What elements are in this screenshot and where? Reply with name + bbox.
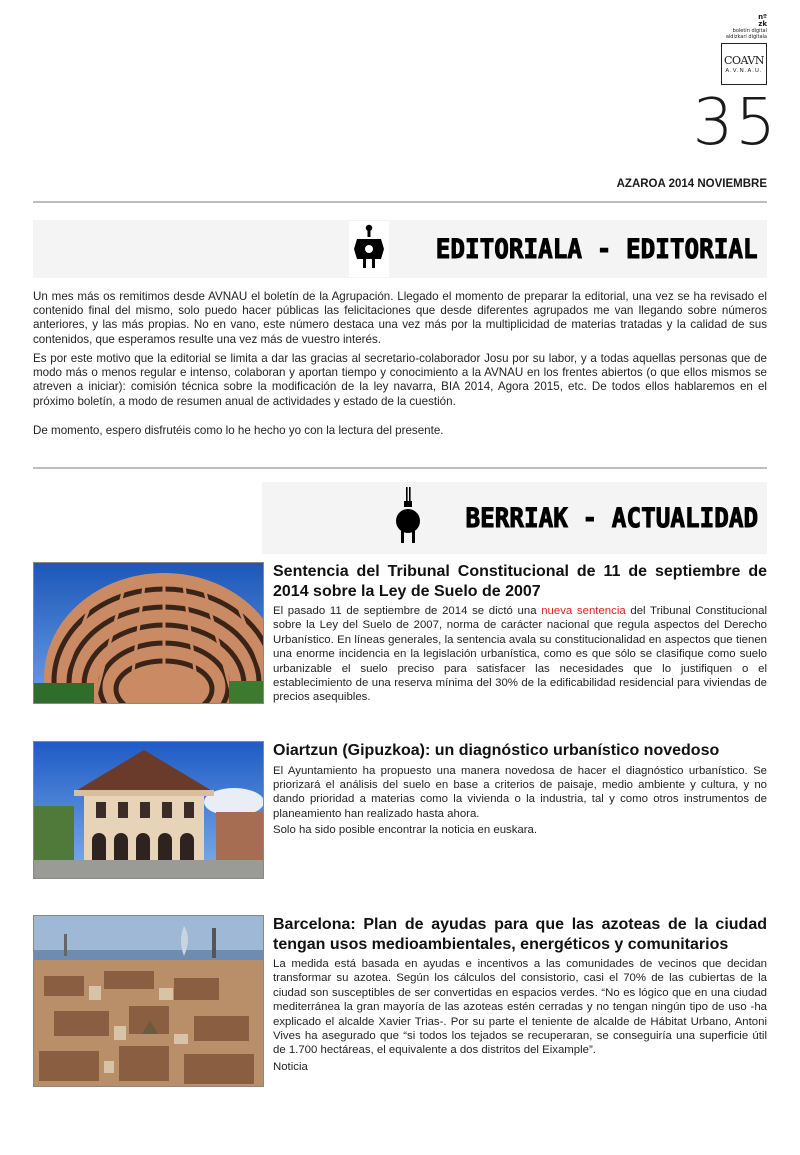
article-text (273, 604, 767, 705)
news-title: BERRIAK - ACTUALIDAD (465, 502, 758, 534)
article-title: Barcelona: Plan de ayudas para que las azoteas de la ciudad tengan usos medioambientales, energéticos y comunitarios (273, 916, 767, 953)
logo-line-2: aldizkari digitala (725, 34, 767, 40)
article-link[interactable]: nueva sentencia (541, 605, 626, 617)
logo-avnau-text: A.V.N.A.U. (725, 68, 763, 74)
issue-date: AZAROA 2014 NOVIEMBRE (616, 178, 767, 190)
logo-number-label: nº (758, 13, 767, 21)
editorial-banner (33, 220, 767, 278)
article-text-part: del Tribunal Constitucional sobre la Ley del Suelo de 2007, norma de carácter nacional que regula aspectos del Derecho Urbanístico. En líneas generales, la sentencia avala su constitucionalidad en aspectos que tienen una enorme incidencia en la legislación urbanística, como es que sólo se clasifique como suelo urbanizable el suelo preciso para satisfacer las necesidades que lo justifiquen o el establecimiento de una reserva mínima del 30% de la edificabilidad residencial para viviendas de precios asequibles. (273, 605, 768, 704)
logo-coavn-text: COAVN (724, 54, 764, 67)
divider (33, 201, 767, 203)
logo-line-1: boletín digital (732, 28, 767, 34)
article-text: La medida está basada en ayudas e incentivos a las comunidades de vecinos que decidan transformar su azotea. Según los cálculos del consistorio, casi el 70% de las cubiertas de la ciudad son susceptibles de ser convertidas en espacios verdes. “No es lógico que en una ciudad mediterránea la gran mayoría de las azoteas estén cerradas y no tengan ningún tipo de uso -ha explicado el alcalde Xavier Trias-. Por su parte el teniente de alcalde de Hábitat Urbano, Antoni Vives ha asegurado que “si todos los tejados se recuperaran, se conseguiría una superficie útil de 1.700 hectáreas, el equivalente a dos distritos del Eixample”. (273, 958, 767, 1057)
news-banner (262, 482, 767, 554)
plug-figure-icon (394, 485, 422, 551)
article-link[interactable]: Solo ha sido posible encontrar la noticia en euskara. (273, 824, 538, 837)
nut-figure-icon (349, 221, 389, 277)
editorial-paragraph-1: Un mes más os remitimos desde AVNAU el boletín de la Agrupación. Llegado el momento de preparar la editorial, una vez se ha revisado el contenido final del mismo, solo puedo hacer públicas las felicitaciones que desde diferentes agrupados me van llegando sobre números anteriores, y las más propias. No en vano, este número destaca una vez más por la multiplicidad de materias tratadas y la calidad de sus contenidos, que esperamos resulte una vez más de vuestro interés. (33, 290, 767, 346)
article-link[interactable]: Noticia (273, 1060, 308, 1073)
oiartzun-town-hall-photo (33, 741, 264, 879)
tribunal-constitucional-building-photo (33, 562, 264, 704)
article-text-part: El pasado 11 de septiembre de 2014 se dictó una (273, 605, 542, 617)
editorial-title: EDITORIALA - EDITORIAL (436, 233, 758, 265)
editorial-paragraph-3: De momento, espero disfrutéis como lo he hecho yo con la lectura del presente. (33, 424, 444, 437)
logo-zk-label: zk (758, 20, 767, 28)
article-title: Sentencia del Tribunal Constitucional de 11 de septiembre de 2014 sobre la Ley de Suelo de 2007 (273, 563, 767, 600)
editorial-paragraph-2: Es por este motivo que la editorial se limita a dar las gracias al secretario-colaborador Josu por su labor, y a todas aquellas personas que de modo más o menos regular e intenso, colaboran y aportan tiempo y conocimiento a la AVNAU en los frentes abiertos (o que ellos mismos se atreven a iniciar): comisión técnica sobre la modificación de la ley navarra, BIA 2014, Agora 2015, etc. De todos ellos hablaremos en el próximo boletín, a modo de resumen anual de actividades y estado de la cuestión. (33, 352, 767, 408)
issue-number: 35 (692, 86, 778, 160)
article-text: El Ayuntamiento ha propuesto una manera novedosa de hacer el diagnóstico urbanístico. Se priorizará el análisis del suelo en base a criterios de paisaje, medio ambiente y cultura, y no dando prioridad a materias como la vivienda o la industria, tal y como otros instrumentos de planeamiento han realizado hasta ahora. (273, 764, 767, 820)
logo-mark (721, 43, 767, 85)
coavn-logo (721, 14, 767, 85)
barcelona-rooftops-photo (33, 915, 264, 1087)
divider (33, 467, 767, 469)
article-title: Oiartzun (Gipuzkoa): un diagnóstico urbanístico novedoso (273, 742, 720, 759)
